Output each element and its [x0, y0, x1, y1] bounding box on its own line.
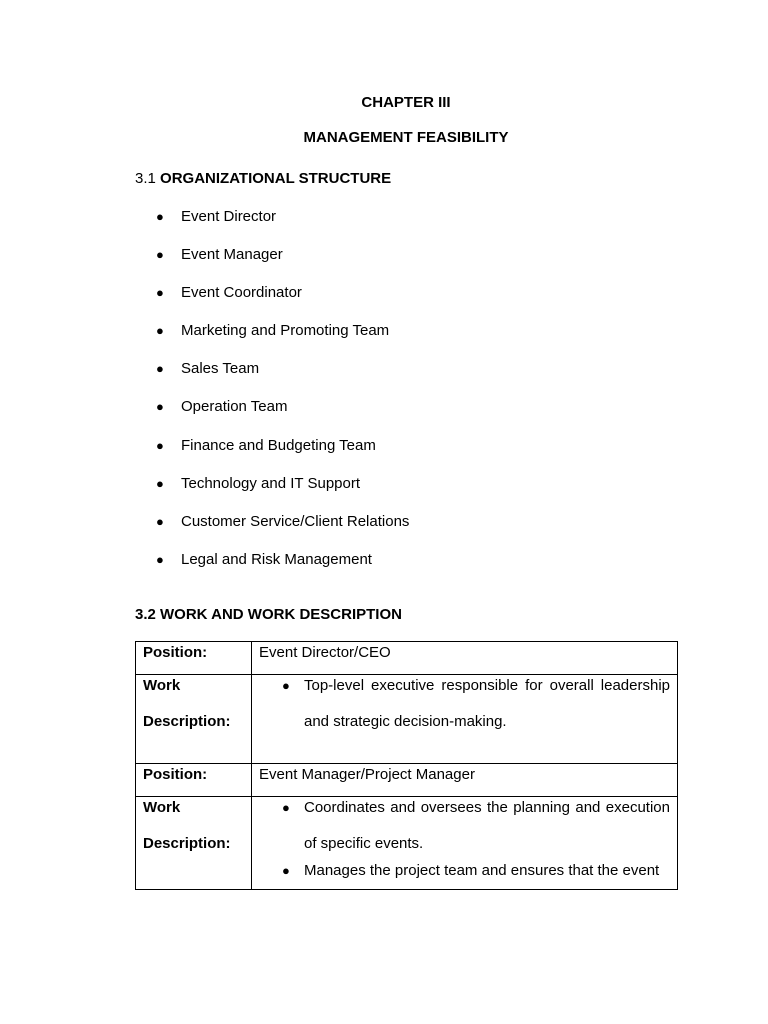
list-item: ● Event Coordinator: [156, 284, 302, 302]
list-item: ● Operation Team: [156, 398, 288, 416]
bullet-icon: ●: [156, 361, 164, 377]
list-item: ● Technology and IT Support: [156, 474, 361, 492]
section-heading-organizational-structure: [135, 170, 391, 187]
section-number: 3.1: [135, 170, 156, 187]
chapter-heading: CHAPTER III: [361, 94, 451, 111]
duties-list: [259, 668, 670, 740]
list-item: ● Legal and Risk Management: [156, 550, 372, 568]
description-label: Description:: [143, 835, 231, 852]
bullet-icon: ●: [156, 247, 164, 263]
list-item: ● Marketing and Promoting Team: [156, 322, 390, 340]
bullet-icon: ●: [156, 437, 164, 453]
list-item: ● Finance and Budgeting Team: [156, 436, 376, 454]
position-value: Event Manager/Project Manager: [259, 766, 475, 783]
bullet-icon: ●: [156, 209, 164, 224]
bullet-icon: ●: [282, 800, 290, 815]
bullet-icon: ●: [156, 475, 164, 491]
duties-list: [259, 790, 670, 889]
list-item: ● Event Manager: [156, 246, 283, 264]
roles-list: [156, 208, 409, 589]
table-row: [136, 797, 678, 890]
chapter-title: MANAGEMENT FEASIBILITY: [303, 129, 509, 146]
list-item: ● Top-level executive responsible for overall leadership and strategic decision-making.: [259, 668, 670, 740]
list-item: ● Coordinates and oversees the planning and execution of specific events.: [259, 790, 670, 862]
list-item: ● Sales Team: [156, 360, 260, 378]
list-item: ● Customer Service/Client Relations: [156, 512, 410, 530]
bullet-icon: ●: [282, 863, 290, 878]
list-item: ● Manages the project team and ensures that the event: [259, 853, 670, 889]
section-heading-work-description: 3.2 WORK AND WORK DESCRIPTION: [135, 606, 402, 623]
position-value: Event Director/CEO: [259, 644, 391, 661]
bullet-icon: ●: [156, 285, 164, 301]
bullet-icon: ●: [282, 678, 290, 693]
work-description-table: [135, 641, 678, 890]
bullet-icon: ●: [156, 551, 164, 567]
bullet-icon: ●: [156, 323, 164, 339]
bullet-icon: ●: [156, 513, 164, 529]
position-label: Position:: [143, 644, 208, 661]
description-label: Description:: [143, 713, 231, 730]
table-row: [136, 675, 678, 764]
section-title: ORGANIZATIONAL STRUCTURE: [160, 170, 392, 187]
list-item: ● Event Director: [156, 208, 277, 225]
bullet-icon: ●: [156, 399, 164, 415]
position-label: Position:: [143, 766, 208, 783]
work-label: Work: [143, 677, 181, 694]
work-label: Work: [143, 799, 181, 816]
